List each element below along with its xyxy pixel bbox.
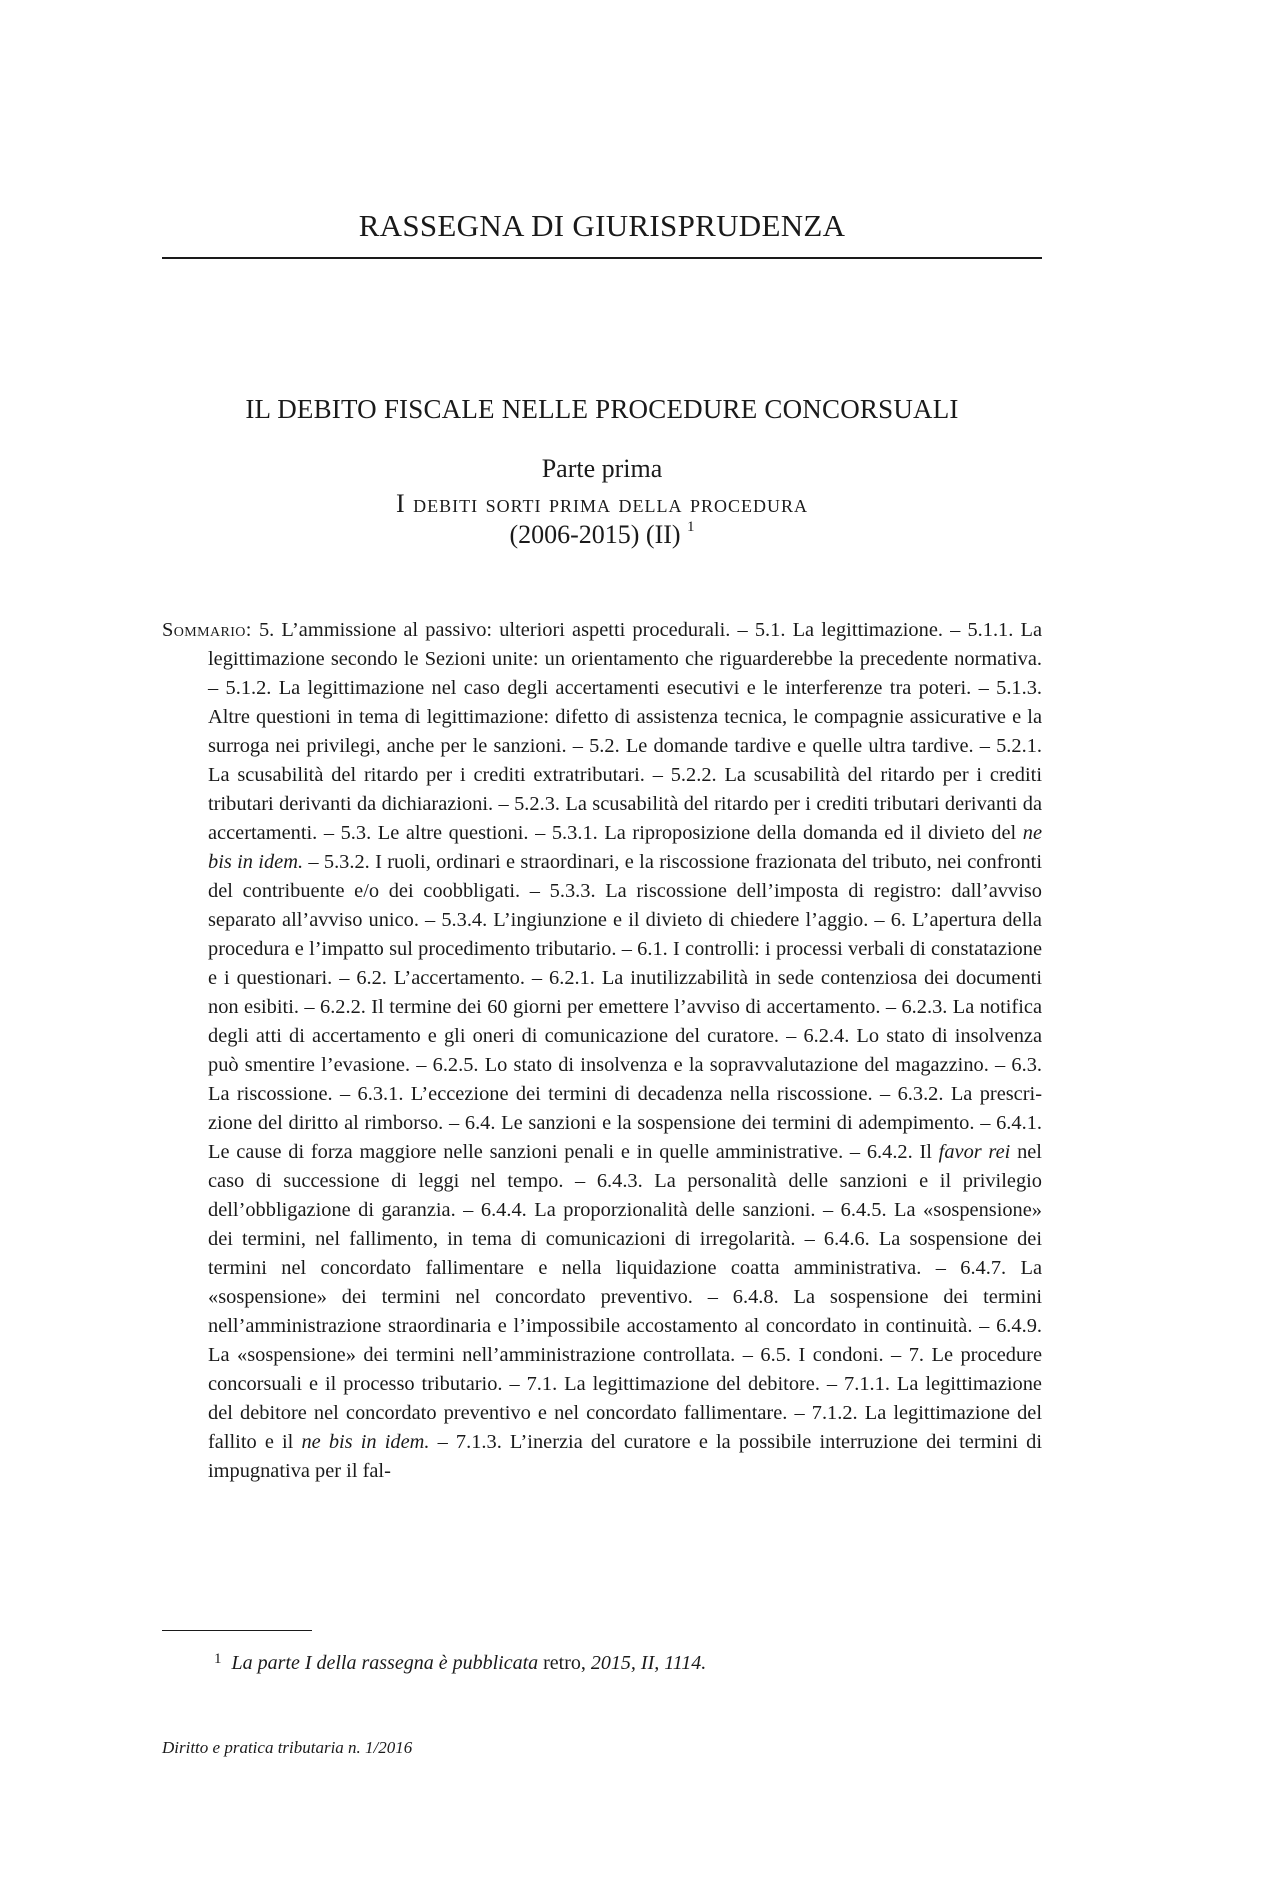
summary-text-1: 5. L’ammissione al passivo: ulteriori aspetti procedurali. – 5.1. La legittimazione. – 5.1.1. La legittimazione secondo le Sezioni unite: un orientamento che riguarderebbe la precedente normativa. – 5.1.2. La legittimazione nel caso degli accertamenti esecutivi e le interferenze tra poteri. – 5.1.3. Altre questioni in tema di legittimazione: difetto di assistenza tecnica, le compagnie assicurative e la surroga nei privilegi, anche per le sanzioni. – 5.2. Le domande tardive e quelle ultra tardive. – 5.2.1. La scusabilità del ritardo per i crediti extratributari. – 5.2.2. La scusabilità del ritardo per i crediti tributari derivanti da dichiarazioni. – 5.2.3. La scusabilità del ritardo per i crediti tributari derivanti da accertamenti. – 5.3. Le altre questioni. – 5.3.1. La riproposizione della domanda ed il divieto del bbox=[208, 619, 1042, 844]
part-label: Parte prima bbox=[541, 454, 663, 483]
running-head: RASSEGNA DI GIURISPRUDENZA bbox=[358, 208, 846, 243]
summary-text-4: – 7.1.3. L’inerzia del curatore e la possibile interruzione dei termini di impugnativa per il fal- bbox=[208, 1431, 1042, 1482]
footnote-separator bbox=[162, 1630, 312, 1631]
footnote bbox=[214, 1652, 1042, 1675]
summary-paragraph bbox=[162, 616, 1042, 1486]
running-head-rule bbox=[162, 257, 1042, 259]
footnote-italic-2: 2015, II, 1114. bbox=[590, 1652, 707, 1674]
footnote-italic-1: La parte I della rassegna è pubblicata bbox=[231, 1652, 539, 1674]
part-years-text: (2006-2015) (II) bbox=[509, 520, 681, 549]
summary-italic-ne-bis-1: ne bis in idem. bbox=[208, 822, 1042, 873]
journal-footer: Diritto e pratica tributaria n. 1/2016 bbox=[162, 1738, 413, 1757]
footnote-number: 1 bbox=[214, 1651, 222, 1667]
summary-text-2: – 5.3.2. I ruoli, ordinari e straordinari, e la riscossione frazionata del tributo, nei confronti del contribuente e/o dei coobbligati. – 5.3.3. La riscossione dell’imposta di registro: dall’avviso separato all’avviso unico. – 5.3.4. L’ingiunzione e il divieto di chiedere l’aggio. – 6. L’apertura della procedura e l’impatto sul procedimento tributario. – 6.1. I controlli: i processi verbali di constatazione e i questionari. – 6.2. L’accertamento. – 6.2.1. La inutilizzabilità in sede contenziosa dei documenti non esibiti. – 6.2.2. Il termine dei 60 giorni per emettere l’avviso di accertamento. – 6.2.3. La notifica degli atti di accertamento e gli oneri di comunicazione del curatore. – 6.2.4. Lo stato di insolvenza può smentire l’evasione. – 6.2.5. Lo stato di insolvenza e la sopravvalutazione del magazzino. – 6.3. La riscossione. – 6.3.1. L’eccezione dei termini di decadenza nella riscossione. – 6.3.2. La prescrizione del diritto al rimborso. – 6.4. Le sanzioni e la sospensione dei termini di adempimento. – 6.4.1. Le cause di forza maggiore nelle sanzioni penali e in quelle amministrative. – 6.4.2. Il bbox=[208, 851, 1042, 1163]
article-title: IL DEBITO FISCALE NELLE PROCEDURE CONCORSUALI bbox=[245, 394, 959, 424]
part-subtitle: I debiti sorti prima della procedura bbox=[395, 489, 809, 518]
summary-italic-ne-bis-2: ne bis in idem. bbox=[301, 1431, 430, 1453]
footnote-roman: retro, bbox=[538, 1652, 591, 1674]
summary-label: Sommario: bbox=[162, 619, 252, 641]
summary-text-3: nel caso di successione di leggi nel tempo. – 6.4.3. La personalità delle sanzioni e il privilegio dell’obbligazione di garanzia. – 6.4.4. La proporzionalità delle sanzioni. – 6.4.5. La «sospensione» dei termini, nel fallimento, in tema di comunicazioni di irregolarità. – 6.4.6. La sospensione dei termini nel concordato fallimentare e nella liquidazione coatta amministrativa. – 6.4.7. La «sospensione» dei termini nel concordato preventivo. – 6.4.8. La sospensione dei termini nell’amministrazione straordinaria e l’impossibile accostamento al concordato in continuità. – 6.4.9. La «sospensione» dei termini nell’amministrazione controllata. – 6.5. I condoni. – 7. Le procedure concorsuali e il processo tributario. – 7.1. La legittimazione del debitore. – 7.1.1. La legittimazione del debitore nel concordato preventivo e nel concordato fallimentare. – 7.1.2. La legittimazione del fallito e il bbox=[208, 1141, 1042, 1453]
part-years bbox=[162, 520, 1042, 550]
footnote-reference: 1 bbox=[687, 519, 695, 536]
summary-italic-favor-rei: favor rei bbox=[938, 1141, 1011, 1163]
